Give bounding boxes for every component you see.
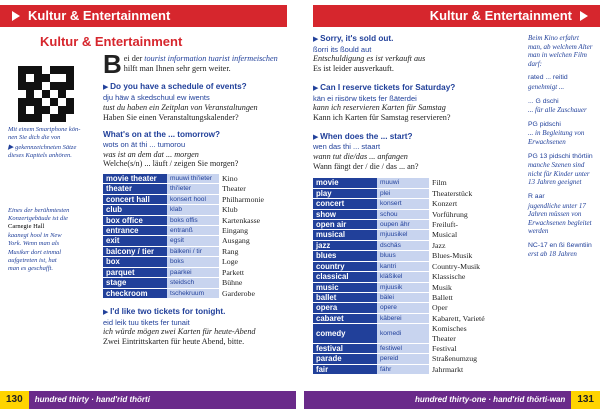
vocab-row: [313, 178, 488, 188]
vocab-english: jazz: [313, 240, 377, 250]
vocab-row: [313, 282, 488, 292]
vocab-german: Musical: [429, 230, 488, 240]
vocab-english: comedy: [313, 324, 377, 344]
right-header-title: Kultur & Entertainment: [429, 8, 572, 23]
vocab-pronunciation: festiwel: [377, 343, 429, 353]
vocab-german: Klassische: [429, 272, 488, 282]
vocab-pronunciation: oupen ähr: [377, 220, 429, 230]
vocab-german: Komisches Theater: [429, 324, 488, 344]
vocab-pronunciation: plei: [377, 188, 429, 198]
vocab-row: [313, 261, 488, 271]
vocab-english: country: [313, 261, 377, 271]
rating-code: NC-17 en ßi ßewntiin: [528, 241, 592, 249]
intro-paragraph: Bei der tourist information tuarist infermeischen hilft man Ihnen sehr gern weiter.: [103, 49, 278, 79]
vocab-german: Bühne: [219, 278, 293, 288]
vocab-german: Freiluft-: [429, 220, 488, 230]
vocab-pronunciation: thi'ieter: [167, 184, 219, 194]
vocab-german: Country-Musik: [429, 261, 488, 271]
vocab-english: movie theater: [103, 174, 167, 184]
vocab-english: stage: [103, 278, 167, 288]
vocab-english: concert: [313, 199, 377, 209]
audio-marker-icon: ▶: [8, 142, 16, 151]
vocab-row: [313, 343, 488, 353]
vocab-german: Musik: [429, 282, 488, 292]
vocab-english: box office: [103, 215, 167, 225]
rating-description: jugendliche unter 17 Jahren müssen von Erwachsenen begleitet werden: [528, 201, 592, 236]
vocab-row: [103, 257, 293, 267]
vocab-german: Theater: [219, 184, 293, 194]
phrase-schedule: ▶ Do you have a schedule of events? dju häw ä skedschuul ew iwents tust du haben ein Zeitplan von Veranstaltungen Haben Sie einen Veranstaltungskalender?: [103, 82, 258, 122]
header-arrow-icon: [12, 11, 20, 21]
right-page: [300, 0, 600, 415]
vocab-pronunciation: muuwi: [377, 178, 429, 188]
header-arrow-icon: [580, 11, 588, 21]
vocab-row: [313, 303, 488, 313]
vocab-pronunciation: boks offis: [167, 215, 219, 225]
vocab-german: Konzert: [429, 199, 488, 209]
vocab-german: Parkett: [219, 267, 293, 277]
vocab-row: [103, 236, 293, 246]
vocab-english: concert hall: [103, 194, 167, 204]
vocab-pronunciation: konsert hool: [167, 194, 219, 204]
vocab-pronunciation: opere: [377, 303, 429, 313]
rating-description: genehmigt ...: [528, 82, 565, 91]
audio-marker-icon: ▶: [313, 35, 321, 43]
rating-description: manche Szenen sind nicht für Kinder unter 13 Jahren geeignet: [528, 161, 590, 187]
rating-description: ... für alle Zuschauer: [528, 106, 587, 115]
vocab-row: [103, 194, 293, 204]
vocab-english: cabaret: [313, 313, 377, 323]
right-header: [313, 5, 600, 27]
vocab-english: entrance: [103, 226, 167, 236]
vocab-english: festival: [313, 343, 377, 353]
vocab-english: club: [103, 205, 167, 215]
vocab-row: [313, 324, 488, 344]
vocab-english: parquet: [103, 267, 167, 277]
vocab-row: [313, 364, 488, 374]
qr-note: Mit einem Smartphone kön- nen Sie dich die von ▶ gekennzeichneten Sätze dieses Kapitels anhören.: [8, 126, 81, 160]
vocab-german: Kino: [219, 174, 293, 184]
vocab-row: [103, 215, 293, 225]
vocab-pronunciation: kläßikel: [377, 272, 429, 282]
vocab-pronunciation: entranß: [167, 226, 219, 236]
phrase-tickets: ▶ I'd like two tickets for tonight. eid leik tuu tikets fer tunait ich würde mögen zwei Karten für heute-Abend Zwei Eintrittskarten für heute Abend, bitte.: [103, 306, 256, 347]
vocab-row: [313, 188, 488, 198]
page-number-words: hundred thirty · hand'rid thörti: [34, 395, 150, 404]
vocab-row: [103, 205, 293, 215]
vocab-german: Philharmonie: [219, 194, 293, 204]
rating-code: PG pidschi: [528, 120, 561, 128]
vocab-pronunciation: bälei: [377, 292, 429, 302]
vocab-german: Oper: [429, 303, 488, 313]
vocab-pronunciation: klab: [167, 205, 219, 215]
vocab-row: [313, 292, 488, 302]
vocab-row: [313, 220, 488, 230]
vocab-pronunciation: pereid: [377, 354, 429, 364]
vocab-english: open air: [313, 220, 377, 230]
vocab-german: Vorführung: [429, 209, 488, 219]
vocab-row: [103, 184, 293, 194]
vocab-row: [313, 354, 488, 364]
film-rating-sidebar: [528, 34, 594, 259]
vocab-german: Film: [429, 178, 488, 188]
vocab-pronunciation: muuwi thi'ieter: [167, 174, 219, 184]
audio-marker-icon: ▶: [313, 83, 321, 92]
vocab-row: [313, 199, 488, 209]
rating-description: ... in Begleitung von Erwachsenen: [528, 129, 585, 146]
vocab-german: Loge: [219, 257, 293, 267]
vocab-row: [103, 267, 293, 277]
vocab-row: [313, 251, 488, 261]
phrase-whats-on: What's on at the ... tomorrow? wots on ät thi ... tumorou was ist an dem dat ... morgen Welche(s/n) ... läuft / zeigen Sie morgen?: [103, 130, 239, 169]
vocab-pronunciation: komedi: [377, 324, 429, 344]
vocab-row: [103, 226, 293, 236]
vocab-german: Eingang: [219, 226, 293, 236]
qr-code-icon: [18, 66, 74, 122]
vocab-german: Straßenumzug: [429, 354, 488, 364]
vocab-german: Blues-Musik: [429, 251, 488, 261]
vocab-english: box: [103, 257, 167, 267]
vocab-german: Festival: [429, 343, 488, 353]
vocab-pronunciation: paarkei: [167, 267, 219, 277]
vocab-english: music: [313, 282, 377, 292]
vocab-row: [103, 246, 293, 256]
rating-description: erst ab 18 Jahren: [528, 250, 577, 259]
vocab-pronunciation: mjuusikel: [377, 230, 429, 240]
vocab-row: [313, 240, 488, 250]
vocab-german: Jahrmarkt: [429, 364, 488, 374]
rating-description: Beim Kino erfahrt man, ab welchem Alter man in welchen Film darf:: [528, 34, 593, 68]
vocab-english: opera: [313, 303, 377, 313]
vocab-pronunciation: mjuusik: [377, 282, 429, 292]
vocab-row: [103, 278, 293, 288]
vocab-pronunciation: bluus: [377, 251, 429, 261]
vocab-pronunciation: kantri: [377, 261, 429, 271]
right-footer: [304, 391, 600, 409]
left-sidebar: [8, 40, 90, 274]
vocab-english: theater: [103, 184, 167, 194]
event-vocab-table: [313, 178, 488, 375]
vocab-german: Klub: [219, 205, 293, 215]
rating-code: R aar: [528, 192, 545, 200]
vocab-pronunciation: konsert: [377, 199, 429, 209]
rating-code: PG 13 pidschi thörtiin: [528, 152, 593, 160]
phrase-sold-out: ▶ Sorry, it's sold out. ßorri its ßould aut Entschuldigung es ist verkauft aus Es ist leider ausverkauft.: [313, 34, 426, 74]
vocab-german: Ausgang: [219, 236, 293, 246]
vocab-pronunciation: dschäs: [377, 240, 429, 250]
vocab-german: Kartenkasse: [219, 215, 293, 225]
section-title: Kultur & Entertainment: [40, 34, 183, 49]
vocab-pronunciation: steidsch: [167, 278, 219, 288]
vocab-pronunciation: egsit: [167, 236, 219, 246]
vocab-row: [103, 174, 293, 184]
right-content: [313, 34, 493, 375]
vocab-row: [313, 230, 488, 240]
vocab-pronunciation: bälkeni / tir: [167, 246, 219, 256]
vocab-english: classical: [313, 272, 377, 282]
vocab-pronunciation: boks: [167, 257, 219, 267]
vocab-row: [313, 209, 488, 219]
vocab-pronunciation: tschekruum: [167, 288, 219, 298]
phrase-reserve: ▶ Can I reserve tickets for Saturday? kän ei riisörw tikets fer ßäterdei kann ich reservieren Karten für Samstag Kann ich Karten für Samstag reservieren?: [313, 82, 456, 122]
vocab-english: blues: [313, 251, 377, 261]
left-header-title: Kultur & Entertainment: [28, 8, 171, 23]
vocab-german: Ballett: [429, 292, 488, 302]
page-number-words: hundred thirty-one · hand'rid thörti-wan: [414, 395, 566, 404]
audio-marker-icon: ▶: [313, 132, 321, 141]
vocab-german: Kabarett, Varieté: [429, 313, 488, 323]
vocab-row: [103, 288, 293, 298]
vocab-german: Garderobe: [219, 288, 293, 298]
vocab-german: Jazz: [429, 240, 488, 250]
page-number: 130: [0, 391, 29, 409]
vocab-german: Theaterstück: [429, 188, 488, 198]
vocab-pronunciation: käberei: [377, 313, 429, 323]
page-number: 131: [571, 391, 600, 409]
vocab-pronunciation: schou: [377, 209, 429, 219]
rating-code: rated ... reitid: [528, 74, 568, 82]
vocab-english: movie: [313, 178, 377, 188]
left-header: [0, 5, 287, 27]
venue-vocab-table: [103, 174, 293, 299]
dropcap: B: [103, 49, 122, 79]
vocab-english: musical: [313, 230, 377, 240]
vocab-english: parade: [313, 354, 377, 364]
carnegie-note: Eines der berühmtesten Konzertgebäude ist die Carnegie Hall kaanegi hool in New York. Wenn man als Musiker dort einmal aufgetreten ist, hat man es geschafft.: [8, 206, 70, 273]
left-content: [103, 49, 293, 347]
vocab-row: [313, 272, 488, 282]
vocab-german: Rang: [219, 246, 293, 256]
vocab-english: exit: [103, 236, 167, 246]
left-footer: [0, 391, 296, 409]
audio-marker-icon: ▶: [103, 83, 111, 92]
vocab-english: show: [313, 209, 377, 219]
vocab-english: fair: [313, 364, 377, 374]
vocab-row: [313, 313, 488, 323]
audio-marker-icon: ▶: [103, 307, 111, 316]
vocab-english: play: [313, 188, 377, 198]
rating-code: ... G dschi: [528, 97, 559, 105]
vocab-pronunciation: fähr: [377, 364, 429, 374]
vocab-english: checkroom: [103, 288, 167, 298]
phrase-when-start: ▶ When does the ... start? wen das thi ... staart wann tut die/das ... anfangen Wann fängt der / die / das ... an?: [313, 131, 419, 171]
vocab-english: balcony / tier: [103, 246, 167, 256]
vocab-english: ballet: [313, 292, 377, 302]
